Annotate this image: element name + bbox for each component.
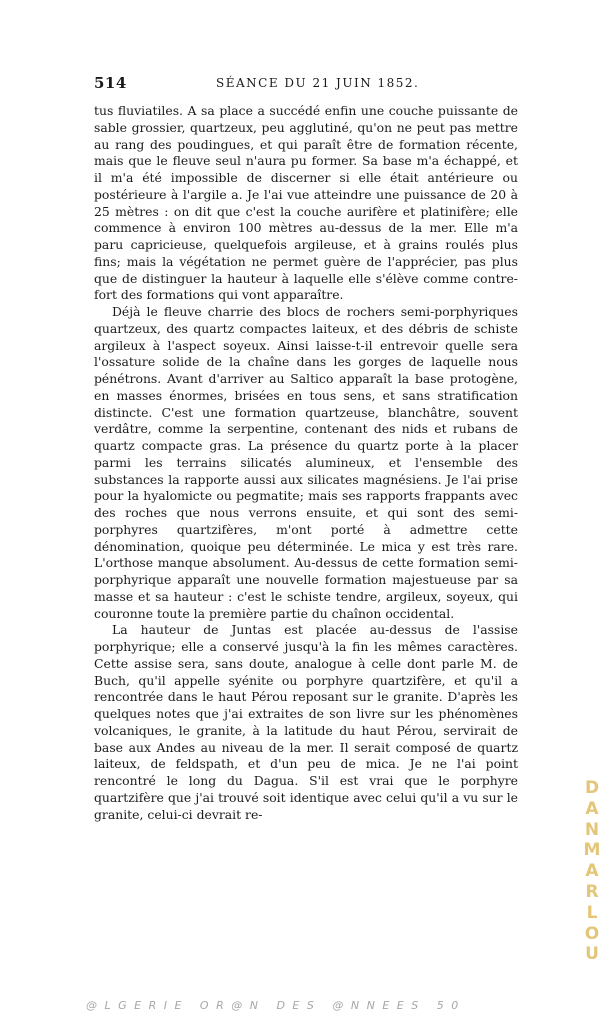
side-watermark-letter: A	[585, 798, 599, 819]
side-watermark-letter: N	[584, 819, 600, 840]
side-watermark-letter: A	[585, 861, 599, 882]
side-watermark	[582, 778, 602, 986]
side-watermark-letter: M	[583, 840, 601, 861]
paragraph-2: Déjà le fleuve charrie des blocs de rochers semi-porphyriques quartzeux, des quartz compactes laiteux, et des débris de schiste argileux à l'aspect soyeux. Ainsi laisse-t-il entrevoir quelle sera l'ossature solide de la chaîne dans les gorges de laquelle nous pénétrons. Avant d'arriver au Saltico apparaît la base protogène, en masses énormes, brisées en tous sens, et sans stratification distincte. C'est une formation quartzeuse, blanchâtre, souvent verdâtre, comme la serpentine, contenant des nids et rubans de quartz compacte gras. La présence du quartz porte à la placer parmi les terrains silicatés alumineux, et l'ensemble des substances la rapporte aussi aux silicates magnésiens. Je l'ai prise pour la hyalomicte ou pegmatite; mais ses rapports frappants avec des roches que nous verrons ensuite, et qui sont des semi-porphyres quartzifères, m'ont porté à admettre cette dénomination, quoique peu déterminée. Le mica y est très rare. L'orthose manque absolument. Au-dessus de cette formation semi-porphyrique apparaît une nouvelle formation majestueuse par sa masse et sa hauteur : c'est le schiste tendre, argileux, soyeux, qui couronne toute la première partie du chaînon occidental.	[94, 304, 518, 621]
paragraph-3: La hauteur de Juntas est placée au-dessus de l'assise porphyrique; elle a conservé jusqu'à la fin les mêmes caractères. Cette assise sera, sans doute, analogue à celle dont parle M. de Buch, qu'il appelle syénite ou porphyre quartzifère, et qu'il a rencontrée dans le haut Pérou reposant sur le granite. D'après les quelques notes que j'ai extraites de son livre sur les phénomènes volcaniques, le granite, à la latitude du haut Pérou, servirait de base aux Andes au niveau de la mer. Il serait composé de quartz laiteux, de feldspath, et d'un peu de mica. Je ne l'ai point rencontré le long du Dagua. S'il est vrai que le porphyre quartzifère que j'ai trouvé soit identique avec celui qu'il a vu sur le granite, celui-ci devrait re-	[94, 622, 518, 822]
side-watermark-letter: R	[585, 881, 599, 902]
running-head: SÉANCE DU 21 JUIN 1852.	[216, 76, 420, 90]
page-number: 514	[94, 74, 127, 92]
side-watermark-letter: O	[584, 923, 600, 944]
side-watermark-letter: U	[585, 944, 599, 965]
paragraph-1: tus fluviatiles. A sa place a succédé enfin une couche puissante de sable grossier, quartzeux, peu agglutiné, qu'on ne peut pas mettre au rang des poudingues, et qui paraît être de formation récente, mais que le fleuve seul n'aura pu former. Sa base m'a échappé, et il m'a été impossible de discerner si elle était antérieure ou postérieure à l'argile a. Je l'ai vue atteindre une puissance de 20 à 25 mètres : on dit que c'est la couche aurifère et platinifère; elle commence à environ 100 mètres au-dessus de la mer. Elle m'a paru capricieuse, quelquefois argileuse, et à grains roulés plus fins; mais la végétation ne permet guère de l'apprécier, pas plus que de distinguer la hauteur à laquelle elle s'élève comme contre-fort des formations qui vont apparaître.	[94, 103, 518, 303]
body-text	[94, 103, 518, 823]
page-header	[94, 74, 518, 96]
side-watermark-letter: L	[586, 902, 598, 923]
side-watermark-letter: D	[584, 778, 600, 798]
footer-watermark: @LGERIE OR@N DES @NNEES 50	[86, 999, 466, 1012]
